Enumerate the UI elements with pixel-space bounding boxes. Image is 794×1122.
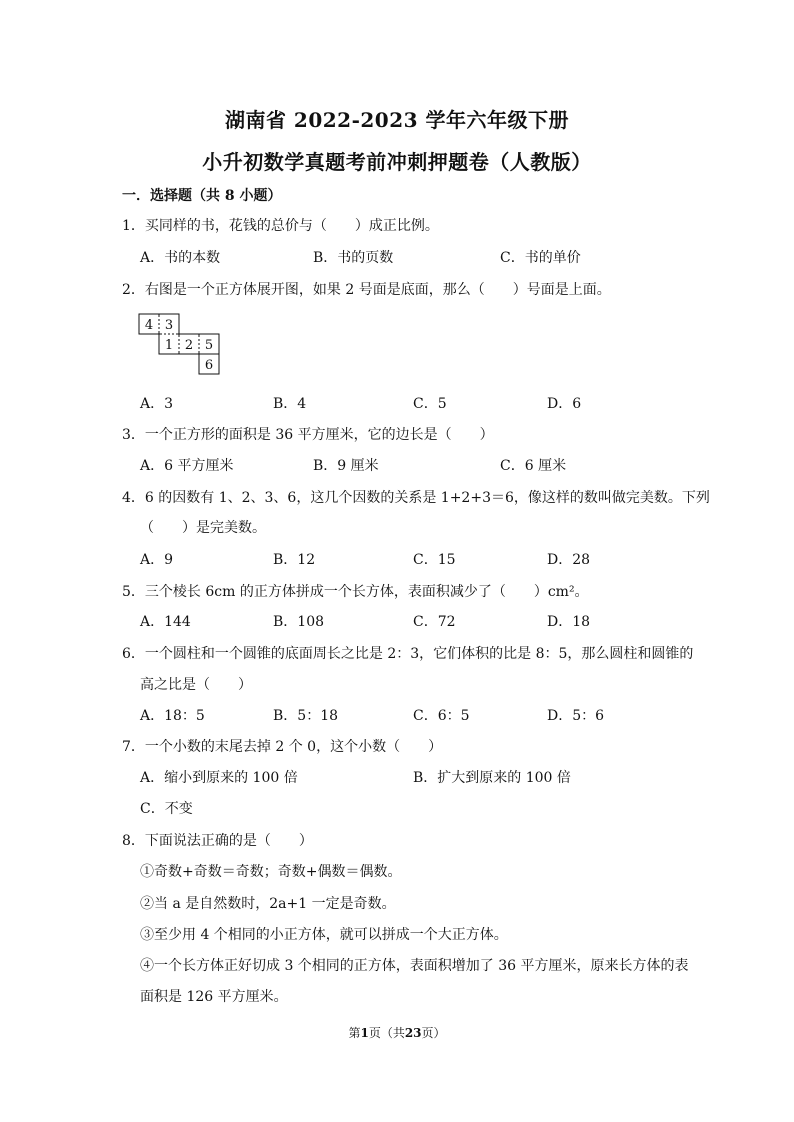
question-6-option-b: B．5：18 (273, 708, 339, 724)
question-8-stem: 8．下面说法正确的是（ ） (122, 833, 313, 849)
question-5-option-a: A．144 (140, 614, 191, 630)
question-5-stem: 5．三个棱长 6cm 的正方体拼成一个长方体，表面积减少了（ ）cm²。 (122, 584, 589, 600)
question-6-stem-line1: 6．一个圆柱和一个圆锥的底面周长之比是 2：3，它们体积的比是 8：5，那么圆柱和圆锥的 (122, 646, 694, 662)
question-1-option-c: C．书的单价 (500, 250, 581, 266)
net-label-1: 1 (164, 338, 174, 353)
question-1-option-a: A．书的本数 (140, 250, 221, 266)
question-2-option-d: D．6 (547, 396, 582, 412)
question-2-option-c: C．5 (413, 396, 447, 412)
question-6-option-c: C．6：5 (413, 708, 470, 724)
question-4-stem-line2: （ ）是完美数。 (140, 520, 266, 536)
question-8-statement-4-line2: 面积是 126 平方厘米。 (140, 989, 288, 1005)
question-6-option-d: D．5：6 (547, 708, 605, 724)
question-8-statement-4-line1: ④一个长方体正好切成 3 个相同的正方体，表面积增加了 36 平方厘米，原来长方体的表 (140, 958, 689, 974)
question-4-option-a: A．9 (140, 552, 174, 568)
question-6-option-a: A．18：5 (140, 708, 205, 724)
question-5-option-c: C．72 (413, 614, 456, 630)
net-label-2: 2 (184, 338, 194, 353)
footer-prefix: 第 (348, 1026, 361, 1040)
question-2-option-a: A．3 (140, 396, 174, 412)
question-3-stem: 3．一个正方形的面积是 36 平方厘米，它的边长是（ ） (122, 427, 494, 443)
footer-page-number: 1 (360, 1026, 369, 1040)
question-5-option-b: B．108 (273, 614, 325, 630)
footer-mid: 页（共 (368, 1026, 405, 1040)
question-7-stem: 7．一个小数的末尾去掉 2 个 0，这个小数（ ） (122, 739, 443, 755)
page-title: 湖南省 2022-2023 学年六年级下册 (224, 108, 570, 132)
page-footer (0, 1024, 794, 1041)
footer-suffix: 页） (421, 1026, 446, 1040)
question-4-stem-line1: 4．6 的因数有 1、2、3、6，这几个因数的关系是 1+2+3＝6，像这样的数叫做完美数。下列 (122, 490, 710, 506)
cube-net-diagram (138, 313, 228, 379)
question-3-option-c: C．6 厘米 (500, 458, 567, 474)
section-heading: 一．选择题（共 8 小题） (122, 188, 282, 204)
question-4-option-b: B．12 (273, 552, 316, 568)
question-3-option-b: B．9 厘米 (313, 458, 379, 474)
net-label-3: 3 (164, 318, 174, 333)
question-7-option-b: B．扩大到原来的 100 倍 (413, 770, 571, 786)
question-4-option-d: D．28 (547, 552, 591, 568)
question-2-stem: 2．右图是一个正方体展开图，如果 2 号面是底面，那么（ ）号面是上面。 (122, 282, 611, 298)
question-8-statement-2: ②当 a 是自然数时，2a+1 一定是奇数。 (140, 896, 396, 912)
question-7-option-a: A．缩小到原来的 100 倍 (140, 770, 298, 786)
question-7-option-c: C．不变 (140, 801, 193, 817)
question-1-option-b: B．书的页数 (313, 250, 394, 266)
net-label-4: 4 (144, 318, 154, 333)
question-3-option-a: A．6 平方厘米 (140, 458, 234, 474)
question-5-option-d: D．18 (547, 614, 591, 630)
page-subtitle: 小升初数学真题考前冲刺押题卷（人教版） (202, 150, 592, 174)
net-label-5: 5 (204, 338, 214, 353)
question-8-statement-3: ③至少用 4 个相同的小正方体，就可以拼成一个大正方体。 (140, 927, 508, 943)
question-4-option-c: C．15 (413, 552, 456, 568)
footer-total-pages: 23 (404, 1026, 422, 1040)
question-6-stem-line2: 高之比是（ ） (140, 677, 252, 693)
question-8-statement-1: ①奇数+奇数＝奇数；奇数+偶数＝偶数。 (140, 864, 402, 880)
question-1-stem: 1．买同样的书，花钱的总价与（ ）成正比例。 (122, 218, 439, 234)
question-2-option-b: B．4 (273, 396, 307, 412)
net-label-6: 6 (204, 358, 214, 373)
